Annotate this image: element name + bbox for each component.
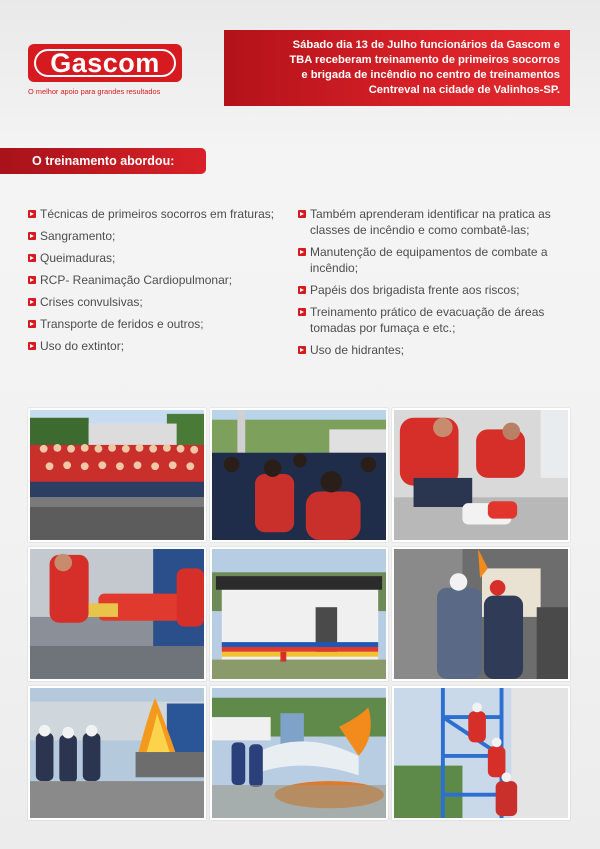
topic-item: Manutenção de equipamentos de combate a incêndio;	[298, 244, 578, 276]
bullet-arrow-icon	[298, 308, 306, 316]
photo-training-building	[210, 547, 388, 681]
header-line: e brigada de incêndio no centro de treinamentos	[301, 69, 560, 81]
photo-classroom	[210, 408, 388, 542]
topic-item: Treinamento prático de evacuação de áreas tomadas por fumaça e etc.;	[298, 304, 578, 336]
bullet-arrow-icon	[28, 276, 36, 284]
photo-extinguisher-fire	[28, 686, 206, 820]
bullet-arrow-icon	[298, 248, 306, 256]
topic-item: Queimaduras;	[28, 250, 298, 266]
gascom-logo	[28, 44, 188, 96]
photo-stretcher-transport	[28, 547, 206, 681]
topic-item: RCP- Reanimação Cardiopulmonar;	[28, 272, 298, 288]
photo-smoke-room	[392, 547, 570, 681]
topic-item: Uso de hidrantes;	[298, 342, 578, 358]
bullet-arrow-icon	[28, 232, 36, 240]
bullet-arrow-icon	[298, 346, 306, 354]
logo-text: Gascom	[50, 47, 160, 78]
topic-item: Transporte de feridos e outros;	[28, 316, 298, 332]
header-line: TBA receberam treinamento de primeiros socorros	[289, 54, 560, 66]
topic-item: Papéis dos brigadista frente aos riscos;	[298, 282, 578, 298]
photo-hydrant-hose	[210, 686, 388, 820]
photo-cpr-practice	[392, 408, 570, 542]
topic-item: Também aprenderam identificar na pratica as classes de incêndio e como combatê-las;	[298, 206, 578, 238]
header-banner	[224, 30, 570, 106]
bullet-arrow-icon	[28, 342, 36, 350]
topic-item: Sangramento;	[28, 228, 298, 244]
photo-scaffold-climb	[392, 686, 570, 820]
bullet-arrow-icon	[28, 298, 36, 306]
topic-item: Técnicas de primeiros socorros em fraturas;	[28, 206, 298, 222]
bullet-arrow-icon	[298, 286, 306, 294]
bullet-arrow-icon	[28, 320, 36, 328]
topics-right-column	[298, 206, 578, 364]
bullet-arrow-icon	[28, 254, 36, 262]
bullet-arrow-icon	[28, 210, 36, 218]
header-line: Centreval na cidade de Valinhos-SP.	[368, 84, 560, 96]
logo-tagline: O melhor apoio para grandes resultados	[28, 87, 161, 96]
header-line: Sábado dia 13 de Julho funcionários da Gascom e	[292, 39, 560, 51]
section-title: O treinamento abordou:	[0, 148, 206, 174]
topics-left-column	[28, 206, 298, 360]
topic-item: Uso do extintor;	[28, 338, 298, 354]
logo-badge	[28, 44, 182, 82]
bullet-arrow-icon	[298, 210, 306, 218]
topic-item: Crises convulsivas;	[28, 294, 298, 310]
photo-group-portrait	[28, 408, 206, 542]
